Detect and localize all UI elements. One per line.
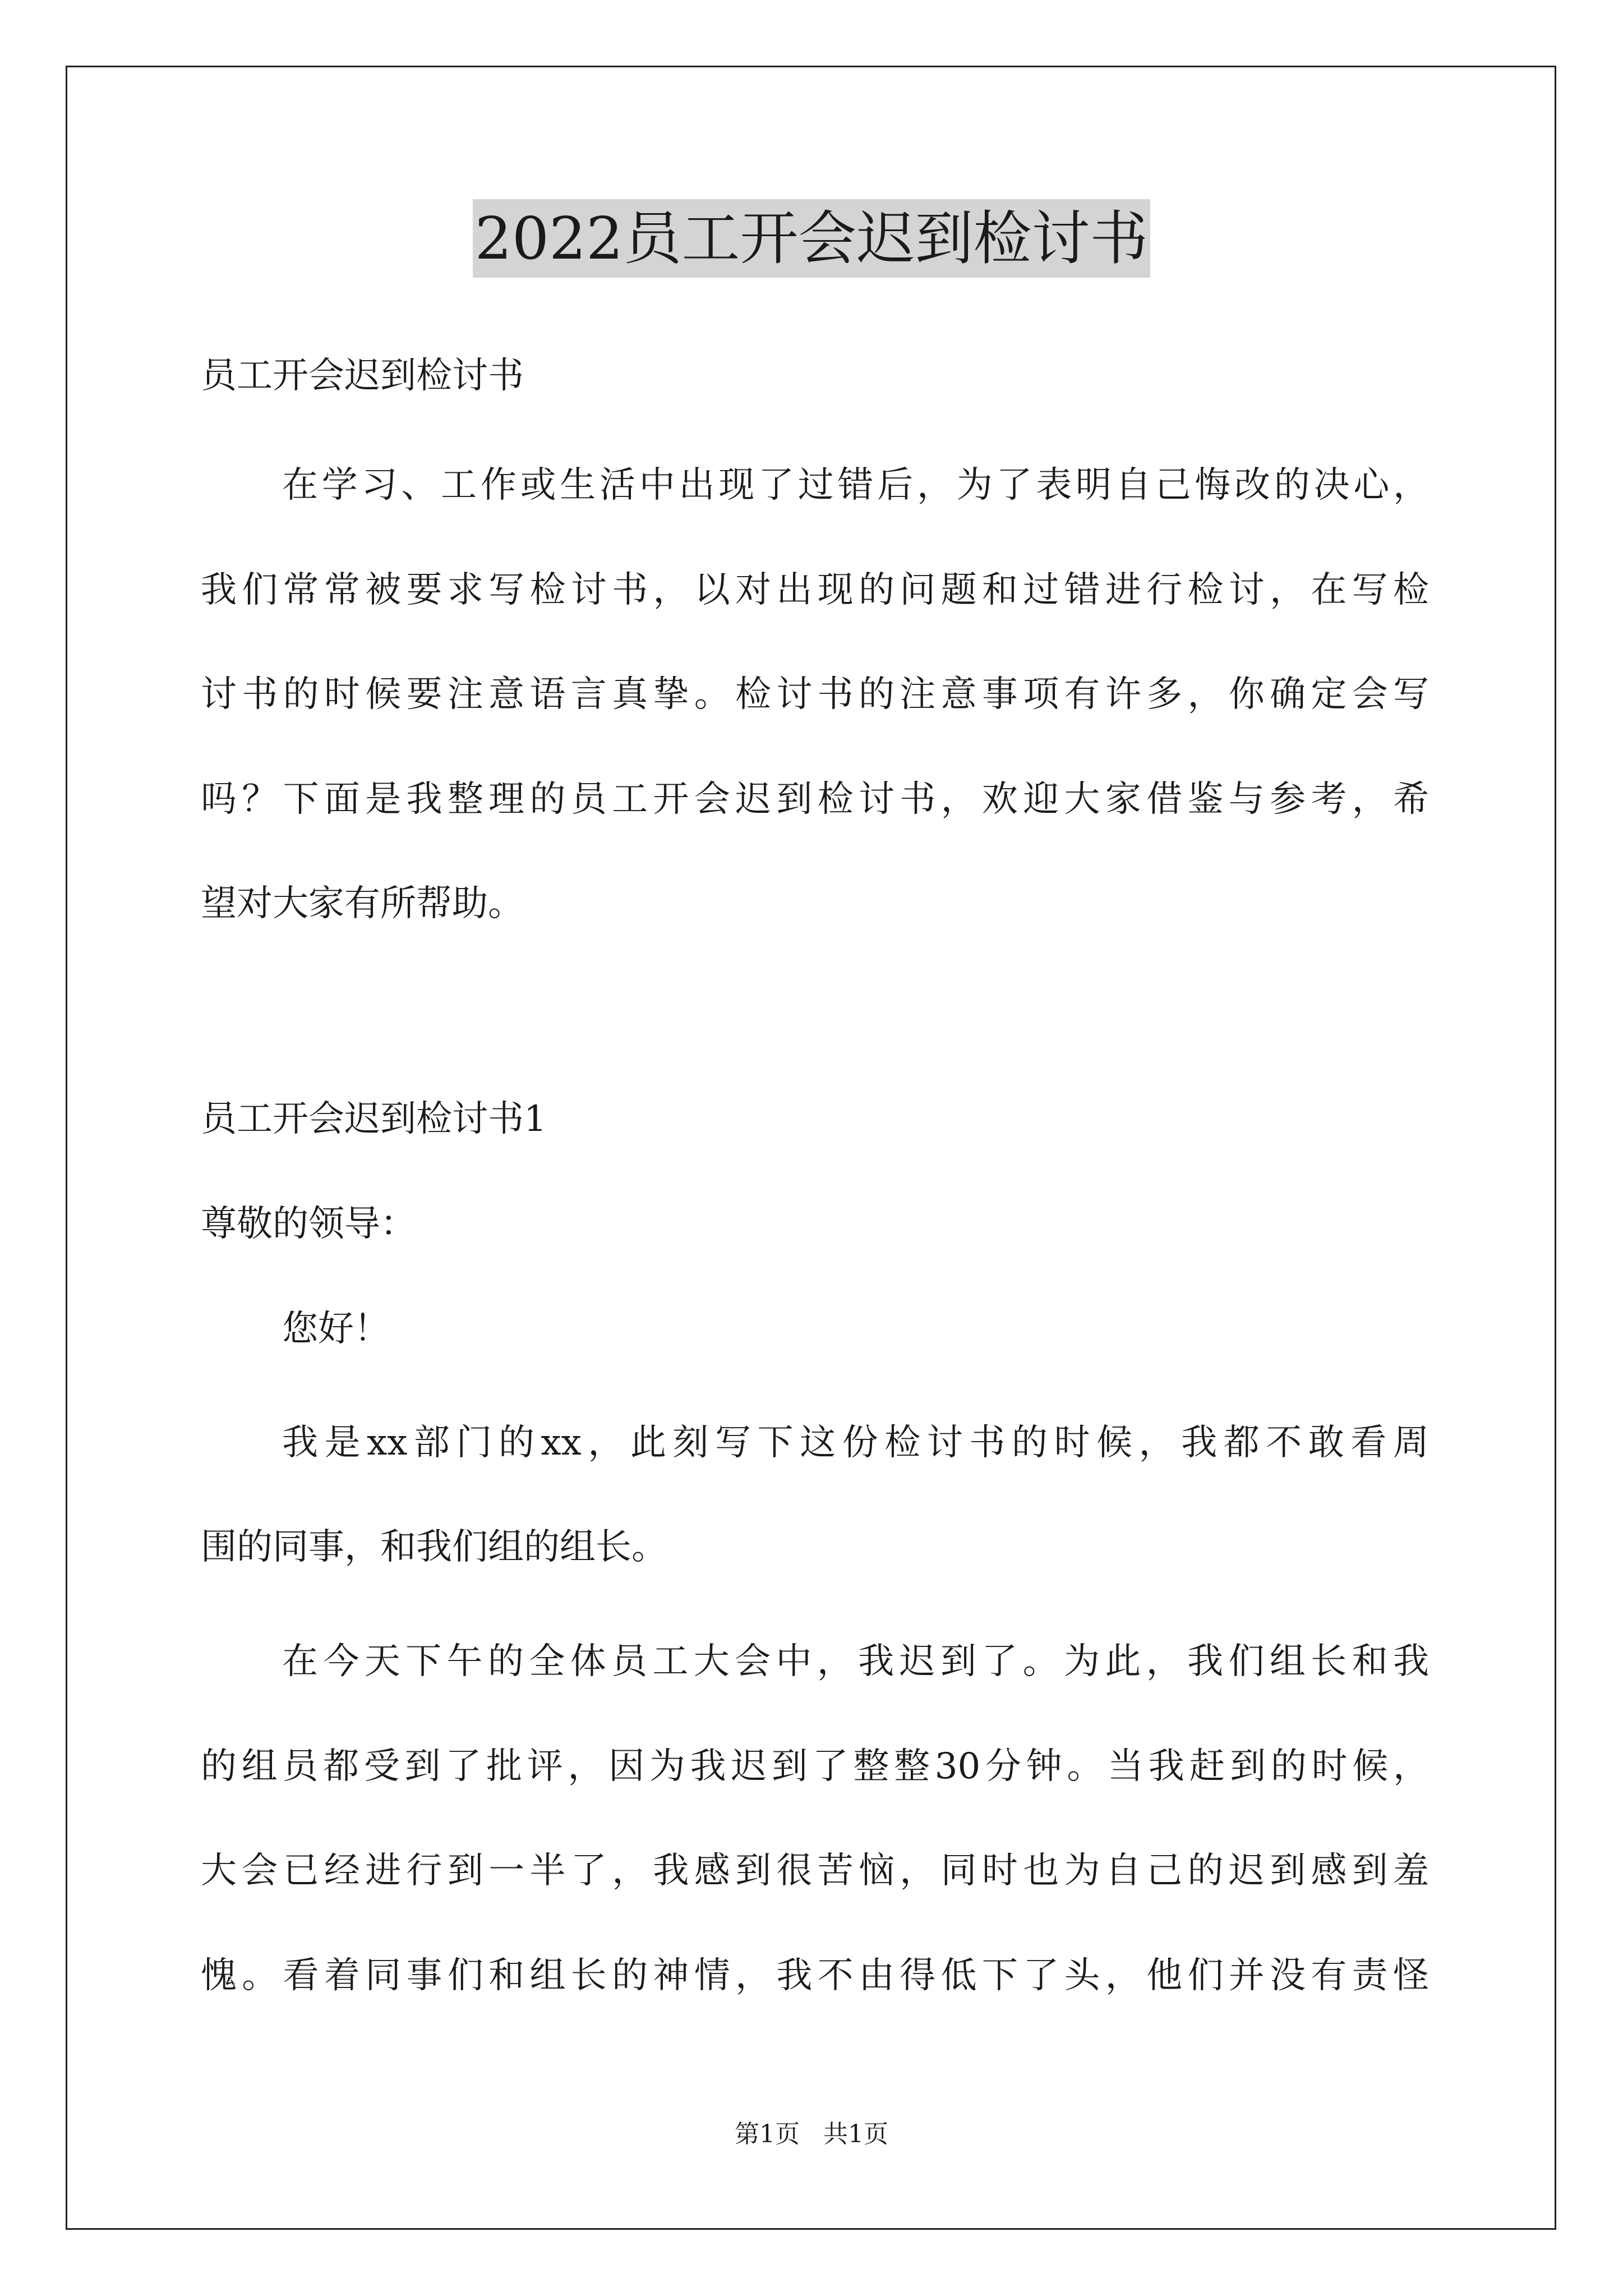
- paragraph-line: 我们常常被要求写检讨书，以对出现的问题和过错进行检讨，在写检: [201, 569, 1429, 611]
- paragraph-line: 吗？下面是我整理的员工开会迟到检讨书，欢迎大家借鉴与参考，希: [201, 779, 1429, 820]
- paragraph-line: 大会已经进行到一半了，我感到很苦恼，同时也为自己的迟到感到羞: [201, 1850, 1429, 1892]
- paragraph-line: 望对大家有所帮助。: [201, 883, 524, 924]
- paragraph-line: 讨书的时候要注意语言真挚。检讨书的注意事项有许多，你确定会写: [201, 674, 1429, 715]
- page-footer: 第1页 共1页: [735, 2120, 888, 2148]
- paragraph-line: 在今天下午的全体员工大会中，我迟到了。为此，我们组长和我: [282, 1641, 1429, 1682]
- document-title: 2022员工开会迟到检讨书: [473, 199, 1151, 278]
- subtitle-line: 员工开会迟到检讨书: [201, 355, 524, 397]
- paragraph-line: 我是xx部门的xx，此刻写下这份检讨书的时候，我都不敢看周: [282, 1422, 1429, 1464]
- paragraph-line: 的组员都受到了批评，因为我迟到了整整30分钟。当我赶到的时候，: [201, 1746, 1429, 1787]
- salutation: 尊敬的领导：: [201, 1203, 416, 1245]
- paragraph-line: 围的同事，和我们组的组长。: [201, 1526, 667, 1568]
- section-heading: 员工开会迟到检讨书1: [201, 1098, 547, 1140]
- paragraph-line: 愧。看着同事们和组长的神情，我不由得低下了头，他们并没有责怪: [201, 1955, 1429, 1996]
- greeting: 您好！: [282, 1308, 390, 1350]
- paragraph-line: 在学习、工作或生活中出现了过错后，为了表明自己悔改的决心，: [282, 464, 1429, 506]
- title-wrap: [0, 199, 1623, 278]
